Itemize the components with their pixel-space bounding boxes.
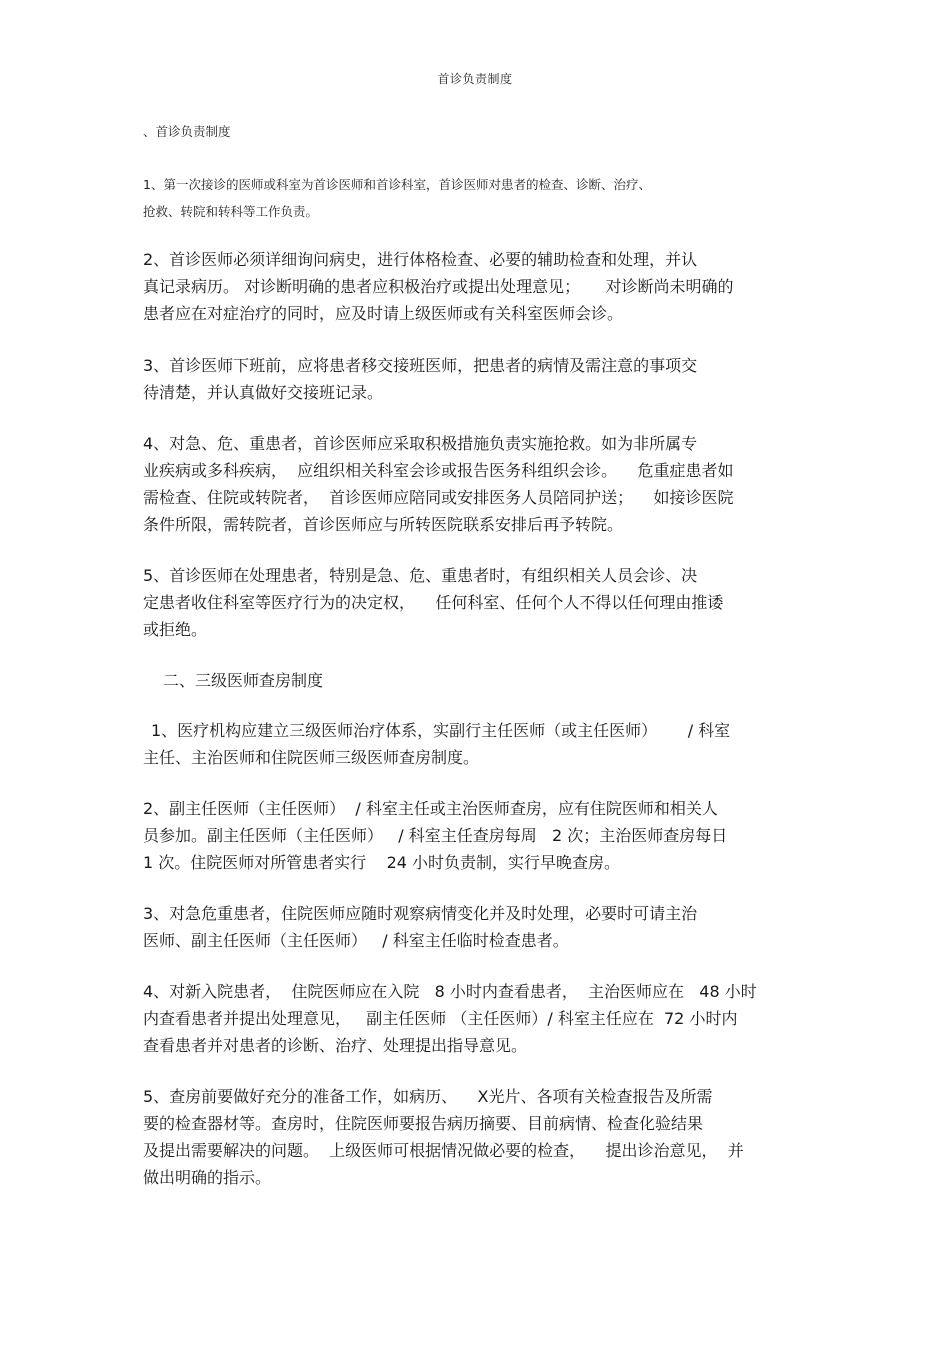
section-2-paragraph-4 [143, 978, 808, 1059]
paragraph-line: 要的检查器材等。查房时，住院医师要报告病历摘要、目前病情、检查化验结果 [143, 1114, 704, 1133]
paragraph-line: 查看患者并对患者的诊断、治疗、处理提出指导意见。 [143, 1036, 528, 1055]
paragraph-line: 1、第一次接诊的医师或科室为首诊医师和首诊科室，首诊医师对患者的检查、诊断、治疗、 [143, 177, 651, 192]
paragraph-line: 定患者收住科室等医疗行为的决定权， 任何科室、任何个人不得以任何理由推诿 [143, 593, 724, 612]
section-2-paragraph-1 [143, 717, 808, 771]
paragraph-line: 抢救、转院和转科等工作负责。 [143, 204, 319, 219]
paragraph-line: 主任、主治医师和住院医师三级医师查房制度。 [143, 748, 480, 767]
paragraph-line: 5、首诊医师在处理患者，特别是急、危、重患者时，有组织相关人员会诊、决 [143, 566, 698, 585]
paragraph-line: 做出明确的指示。 [143, 1168, 272, 1187]
paragraph-line: 待清楚，并认真做好交接班记录。 [143, 383, 384, 402]
paragraph-line: 3、首诊医师下班前，应将患者移交接班医师，把患者的病情及需注意的事项交 [143, 356, 698, 375]
paragraph-line: 业疾病或多科疾病， 应组织相关科室会诊或报告医务科组织会诊。 危重症患者如 [143, 461, 734, 480]
paragraph-line: 内查看患者并提出处理意见， 副主任医师 （主任医师）/ 科室主任应在 72 小时内 [143, 1009, 738, 1028]
section-2-title-text: 二、三级医师查房制度 [163, 671, 324, 690]
section-1-title [143, 118, 808, 145]
paragraph-line: 2、首诊医师必须详细询问病史，进行体格检查、必要的辅助检查和处理，并认 [143, 250, 698, 269]
paragraph-line: 需检查、住院或转院者， 首诊医师应陪同或安排医务人员陪同护送； 如接诊医院 [143, 488, 734, 507]
section-2-title [143, 667, 828, 694]
paragraph-line: 4、对新入院患者， 住院医师应在入院 8 小时内查看患者， 主治医师应在 48 小时 [143, 982, 757, 1001]
paragraph-line: 2、副主任医师（主任医师） / 科室主任或主治医师查房，应有住院医师和相关人 [143, 799, 718, 818]
section-1-paragraph-5 [143, 562, 808, 643]
section-2-paragraph-2 [143, 795, 808, 876]
section-2-paragraph-5 [143, 1083, 808, 1191]
section-1-title-text: 、首诊负责制度 [143, 124, 231, 139]
paragraph-line: 真记录病历。 对诊断明确的患者应积极治疗或提出处理意见； 对诊断尚未明确的 [143, 277, 734, 296]
section-1-paragraph-3 [143, 352, 808, 406]
paragraph-line: 患者应在对症治疗的同时，应及时请上级医师或有关科室医师会诊。 [143, 304, 624, 323]
paragraph-line: 1、医疗机构应建立三级医师治疗体系，实副行主任医师（或主任医师） / 科室 [151, 721, 731, 740]
section-1-paragraph-2 [143, 246, 808, 327]
page-header-title: 首诊负责制度 [437, 72, 513, 86]
paragraph-line: 或拒绝。 [143, 620, 208, 639]
section-1-paragraph-4 [143, 430, 808, 538]
section-1-paragraph-1 [143, 171, 808, 225]
paragraph-line: 条件所限，需转院者，首诊医师应与所转医院联系安排后再予转院。 [143, 515, 624, 534]
paragraph-line: 及提出需要解决的问题。 上级医师可根据情况做必要的检查， 提出诊治意见， 并 [143, 1141, 744, 1160]
paragraph-line: 1 次。住院医师对所管患者实行 24 小时负责制，实行早晚查房。 [143, 853, 621, 872]
paragraph-line: 3、对急危重患者，住院医师应随时观察病情变化并及时处理，必要时可请主治 [143, 904, 698, 923]
paragraph-line: 医师、副主任医师（主任医师） / 科室主任临时检查患者。 [143, 931, 569, 950]
paragraph-line: 5、查房前要做好充分的准备工作，如病历、 X光片、各项有关检查报告及所需 [143, 1087, 713, 1106]
section-2-paragraph-3 [143, 900, 808, 954]
paragraph-line: 员参加。副主任医师（主任医师） / 科室主任查房每周 2 次；主治医师查房每日 [143, 826, 728, 845]
paragraph-line: 4、对急、危、重患者，首诊医师应采取积极措施负责实施抢救。如为非所属专 [143, 434, 698, 453]
